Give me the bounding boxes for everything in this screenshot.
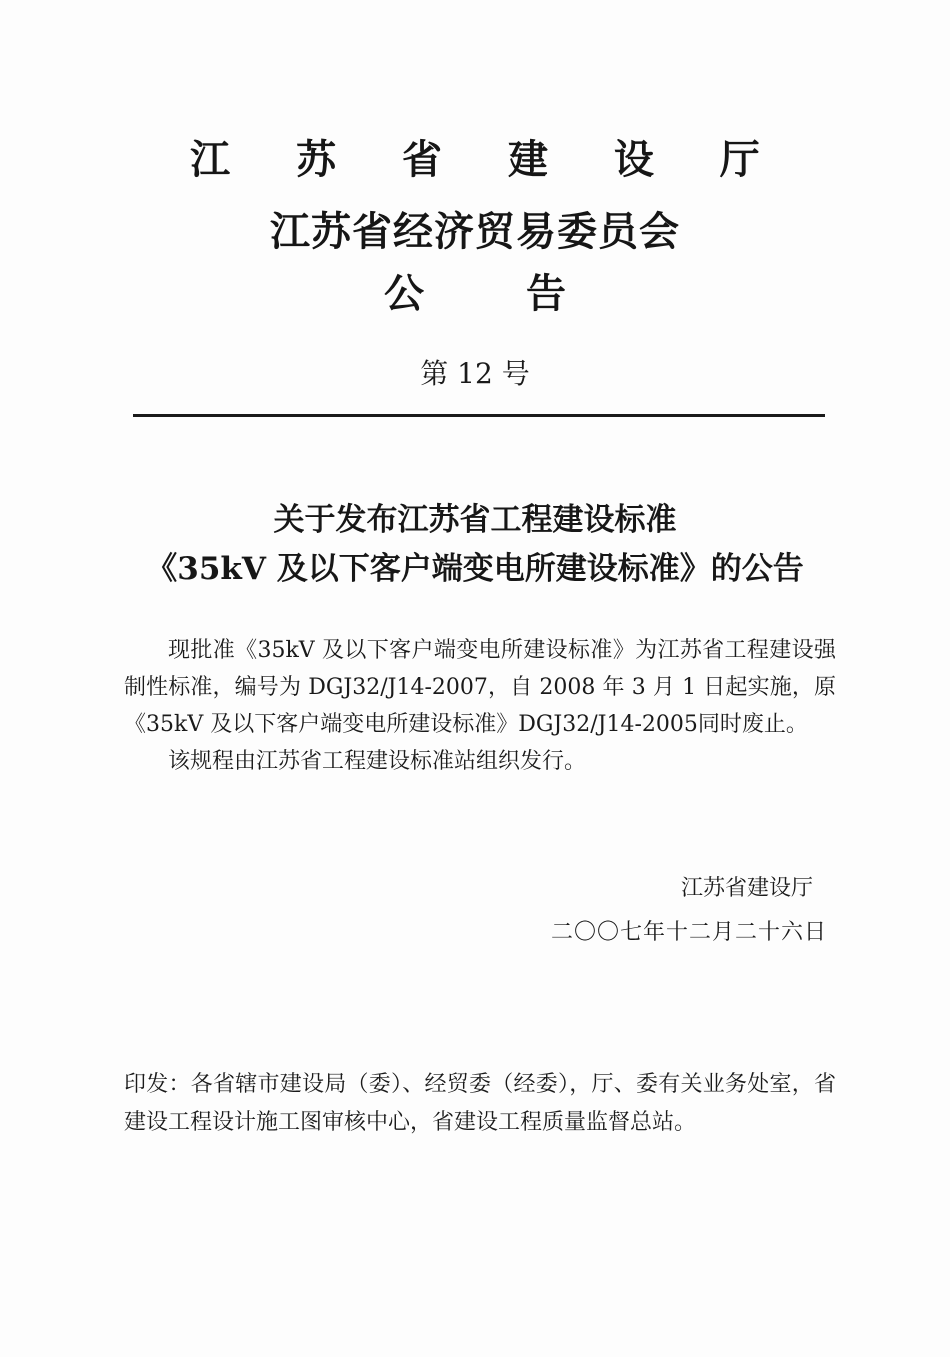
signature-organization: 江苏省建设厅 [680,876,813,901]
document-number: 第 12 号 [420,357,530,390]
body-paragraph-approval: 现批准《35kV 及以下客户端变电所建设标准》为江苏省工程建设强制性标准，编号为 DGJ32/J14-2007，自 2008 年 3 月 1 日起实施，原《35kV 及以下客户端变电所建设标准》DGJ32/J14-2005同时废止。 [124,638,836,737]
body-paragraph-publication: 该规程由江苏省工程建设标准站组织发行。 [168,749,587,774]
notice-body [124,632,836,780]
signature-date: 二〇〇七年十二月二十六日 [550,920,827,945]
notice-title-line-1: 关于发布江苏省工程建设标准 [273,502,677,538]
document-type: 公 告 [384,270,610,317]
issuer-construction-department: 江 苏 省 建 设 厅 [190,136,786,183]
distribution-list: 印发：各省辖市建设局（委）、经贸委（经委），厅、委有关业务处室，省建设工程设计施工图审核中心，省建设工程质量监督总站。 [124,1072,836,1135]
header-divider [133,414,825,417]
notice-title-line-2: 《35kV 及以下客户端变电所建设标准》的公告 [146,551,804,587]
issuer-economic-trade-commission: 江苏省经济贸易委员会 [270,208,680,255]
